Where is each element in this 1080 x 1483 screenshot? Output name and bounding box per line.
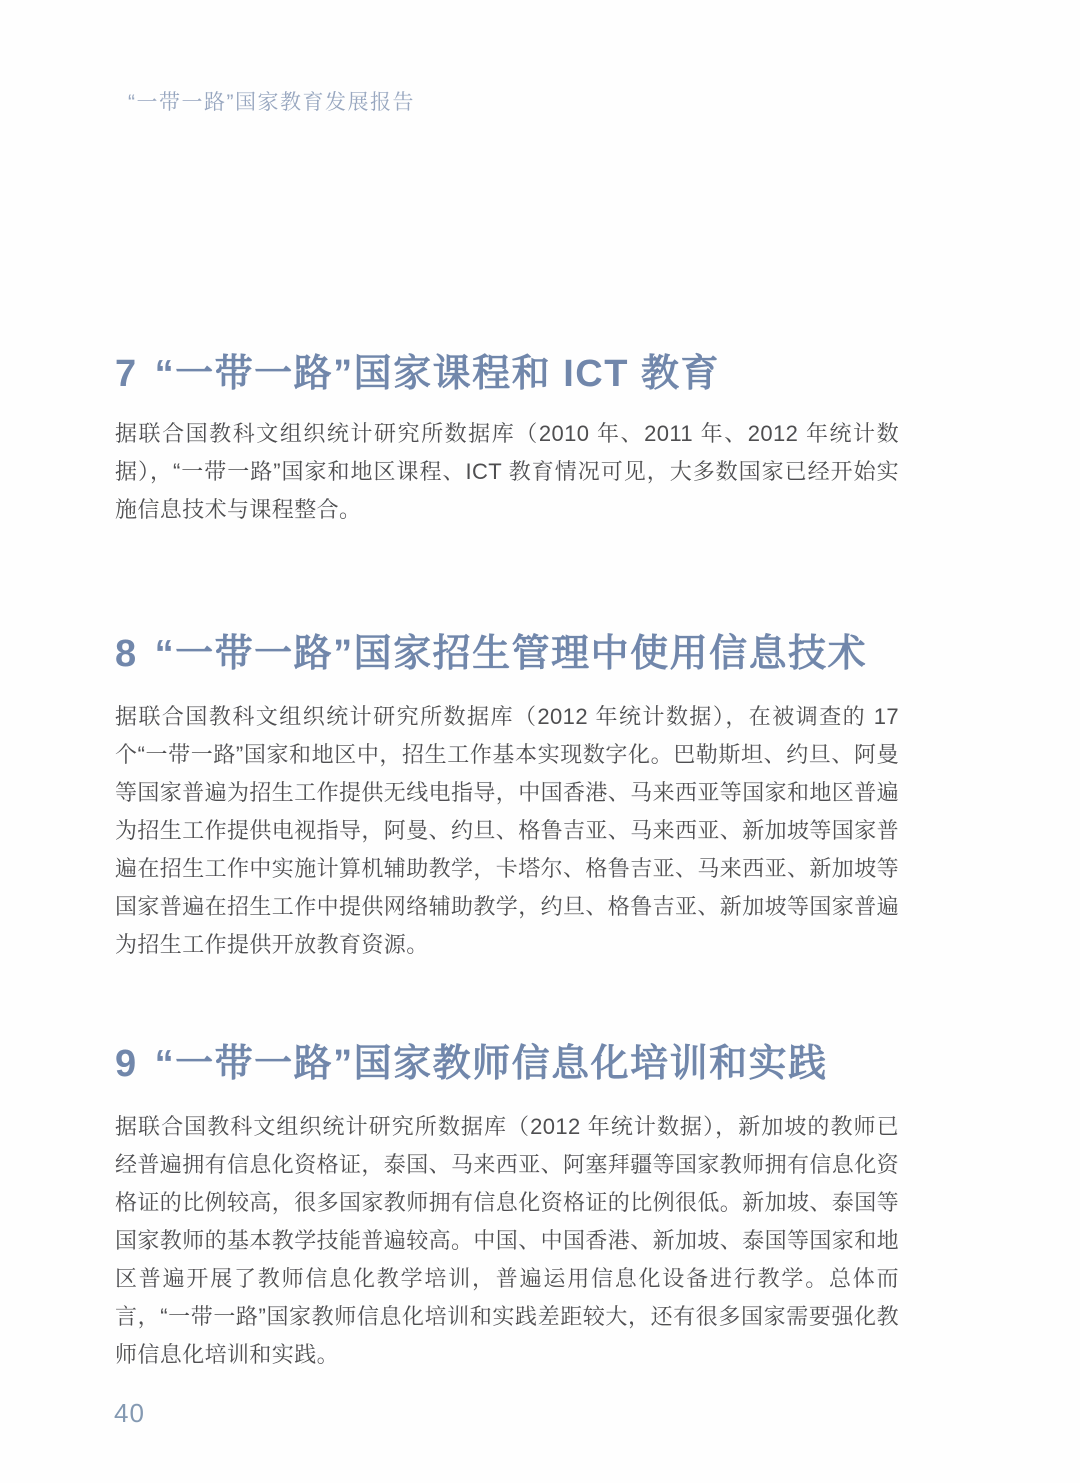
section-7-paragraph: 据联合国教科文组织统计研究所数据库（2010 年、2011 年、2012 年统计数据），“一带一路”国家和地区课程、ICT 教育情况可见，大多数国家已经开始实施信息技术与课程整合。 [115, 421, 899, 522]
section-7-number: 7 [115, 353, 138, 396]
section-9-heading [115, 1032, 828, 1087]
section-7-title: “一带一路”国家课程和 ICT 教育 [154, 353, 720, 396]
section-8-heading [115, 622, 867, 677]
page-number: 40 [114, 1398, 145, 1428]
section-9-title: “一带一路”国家教师信息化培训和实践 [154, 1043, 828, 1086]
section-9-paragraph: 据联合国教科文组织统计研究所数据库（2012 年统计数据），新加坡的教师已经普遍拥有信息化资格证，泰国、马来西亚、阿塞拜疆等国家教师拥有信息化资格证的比例较高，很多国家教师拥有信息化资格证的比例很低。新加坡、泰国等国家教师的基本教学技能普遍较高。中国、中国香港、新加坡、泰国等国家和地区普遍开展了教师信息化教学培训，普遍运用信息化设备进行教学。总体而言，“一带一路”国家教师信息化培训和实践差距较大，还有很多国家需要强化教师信息化培训和实践。 [115, 1114, 900, 1367]
report-header: “一带一路”国家教育发展报告 [128, 91, 415, 114]
section-8-number: 8 [115, 633, 138, 676]
section-8-paragraph: 据联合国教科文组织统计研究所数据库（2012 年统计数据），在被调查的 17 个“一带一路”国家和地区中，招生工作基本实现数字化。巴勒斯坦、约旦、阿曼等国家普遍为招生工作提供无线电指导，中国香港、马来西亚等国家和地区普遍为招生工作提供电视指导，阿曼、约旦、格鲁吉亚、马来西亚、新加坡等国家普遍在招生工作中实施计算机辅助教学，卡塔尔、格鲁吉亚、马来西亚、新加坡等国家普遍在招生工作中提供网络辅助教学，约旦、格鲁吉亚、新加坡等国家普遍为招生工作提供开放教育资源。 [115, 704, 900, 957]
section-8-title: “一带一路”国家招生管理中使用信息技术 [154, 633, 868, 676]
section-7-heading [115, 342, 720, 397]
section-9-number: 9 [115, 1043, 138, 1086]
